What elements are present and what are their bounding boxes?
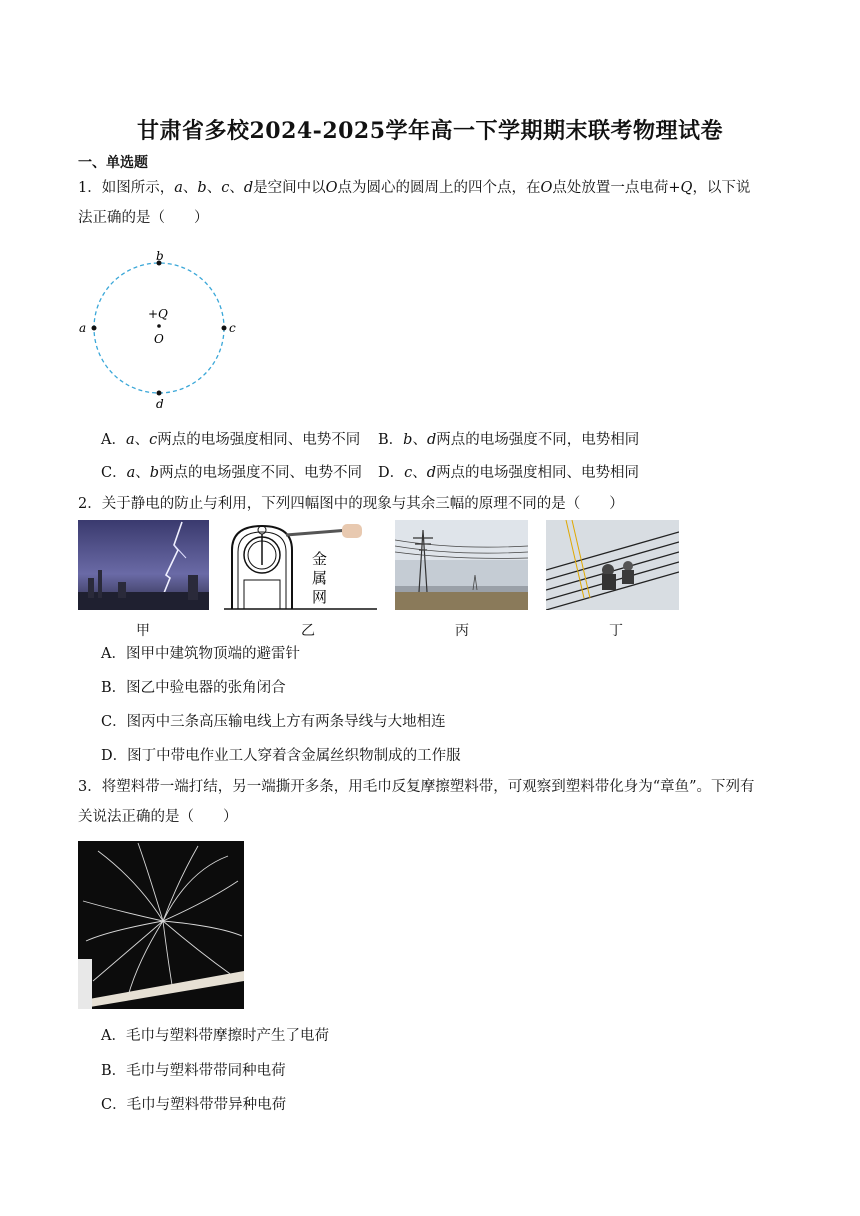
caption-yi: 乙: [301, 623, 315, 639]
q1-option-b[interactable]: [378, 428, 639, 449]
var: O: [540, 180, 553, 196]
var: O: [325, 180, 338, 196]
circle-path: [94, 263, 224, 393]
q1-option-d[interactable]: [378, 461, 639, 482]
var: a: [174, 180, 183, 196]
option-text: 两点的电场强度不同、电势不同: [159, 465, 363, 481]
var: a: [125, 432, 135, 448]
q3-option-c[interactable]: C．毛巾与塑料带带异种电荷: [101, 1097, 287, 1113]
plastic-octopus-photo: [78, 841, 244, 1009]
label-b: b: [156, 249, 164, 263]
q2-option-d[interactable]: D．图丁中带电作业工人穿着含金属丝织物制成的工作服: [101, 748, 461, 764]
q1-option-c[interactable]: [101, 461, 362, 482]
sep: 、: [182, 180, 198, 196]
q2-option-a[interactable]: A．图甲中建筑物顶端的避雷针: [101, 646, 300, 662]
option-label: A．: [101, 432, 126, 448]
var: d: [243, 180, 254, 196]
q3-option-a[interactable]: A．毛巾与塑料带摩擦时产生了电荷: [101, 1028, 329, 1044]
option-label: B．: [378, 432, 404, 448]
section-heading: 一、单选题: [78, 155, 148, 171]
lightning-photo: [78, 520, 209, 610]
option-text: 两点的电场强度相同、电势不同: [157, 432, 361, 448]
text: ，以下说: [692, 180, 751, 196]
var: Q: [680, 180, 693, 196]
option-label: C．: [101, 465, 127, 481]
label-c: c: [229, 321, 236, 335]
question-1-stem: [78, 173, 783, 233]
var: b: [149, 465, 160, 481]
text: 是空间中以: [253, 180, 326, 196]
var: c: [221, 180, 230, 196]
option-text: 两点的电场强度不同，电势相同: [436, 432, 640, 448]
mesh-label-3: 网: [312, 588, 328, 606]
point-c: [222, 326, 227, 331]
var: c: [404, 465, 413, 481]
question-1-line-2: 法正确的是（ ）: [78, 210, 209, 226]
hand: [342, 524, 362, 538]
label-a: a: [79, 321, 87, 335]
text: 点为圆心的圆周上的四个点，在: [337, 180, 541, 196]
question-number: 1．: [78, 180, 102, 196]
sep: 、: [412, 465, 427, 481]
caption-ding: 丁: [609, 623, 623, 639]
label-charge: +Q: [148, 307, 168, 321]
option-label: D．: [378, 465, 405, 481]
caption-jia: 甲: [136, 623, 150, 639]
var: b: [197, 180, 207, 196]
sep: 、: [206, 180, 222, 196]
mesh-label-2: 属: [312, 569, 328, 587]
point-o: [157, 324, 161, 328]
power-line-photo: [395, 520, 528, 610]
var: b: [403, 432, 413, 448]
page-title: 甘肃省多校2024-2025学年高一下学期期末联考物理试卷: [136, 118, 724, 144]
question-2-stem: 2．关于静电的防止与利用，下列四幅图中的现象与其余三幅的原理不同的是（ ）: [78, 496, 624, 512]
var: d: [426, 432, 437, 448]
var: a: [126, 465, 136, 481]
option-text: 两点的电场强度相同、电势相同: [436, 465, 640, 481]
question-3-stem: [78, 772, 783, 832]
question-1-line-1: [78, 173, 783, 203]
point-d: [157, 391, 162, 396]
text: 点处放置一点电荷+: [552, 180, 681, 196]
text: 如图所示，: [101, 180, 175, 196]
q2-option-c[interactable]: C．图丙中三条高压输电线上方有两条导线与大地相连: [101, 714, 446, 730]
sep: 、: [229, 180, 244, 196]
question-3-line-2: 关说法正确的是（ ）: [78, 809, 238, 825]
circle-diagram: [72, 246, 247, 414]
q1-option-a[interactable]: [101, 428, 360, 449]
var: c: [149, 432, 158, 448]
sep: 、: [135, 465, 150, 481]
sep: 、: [134, 432, 150, 448]
point-a: [92, 326, 97, 331]
q2-option-b[interactable]: B．图乙中验电器的张角闭合: [101, 680, 286, 696]
var: d: [426, 465, 437, 481]
mesh-label-1: 金: [312, 550, 328, 568]
q3-option-b[interactable]: B．毛巾与塑料带带同种电荷: [101, 1063, 286, 1079]
sep: 、: [412, 432, 427, 448]
label-d: d: [156, 397, 164, 411]
electroscope-diagram: [224, 520, 377, 610]
live-wire-worker-photo: [546, 520, 679, 610]
question-3-line-1: 3．将塑料带一端打结，另一端撕开多条，用毛巾反复摩擦塑料带，可观察到塑料带化身为“章鱼”。下列有: [78, 779, 755, 795]
label-center: O: [154, 332, 164, 346]
caption-bing: 丙: [455, 623, 469, 639]
